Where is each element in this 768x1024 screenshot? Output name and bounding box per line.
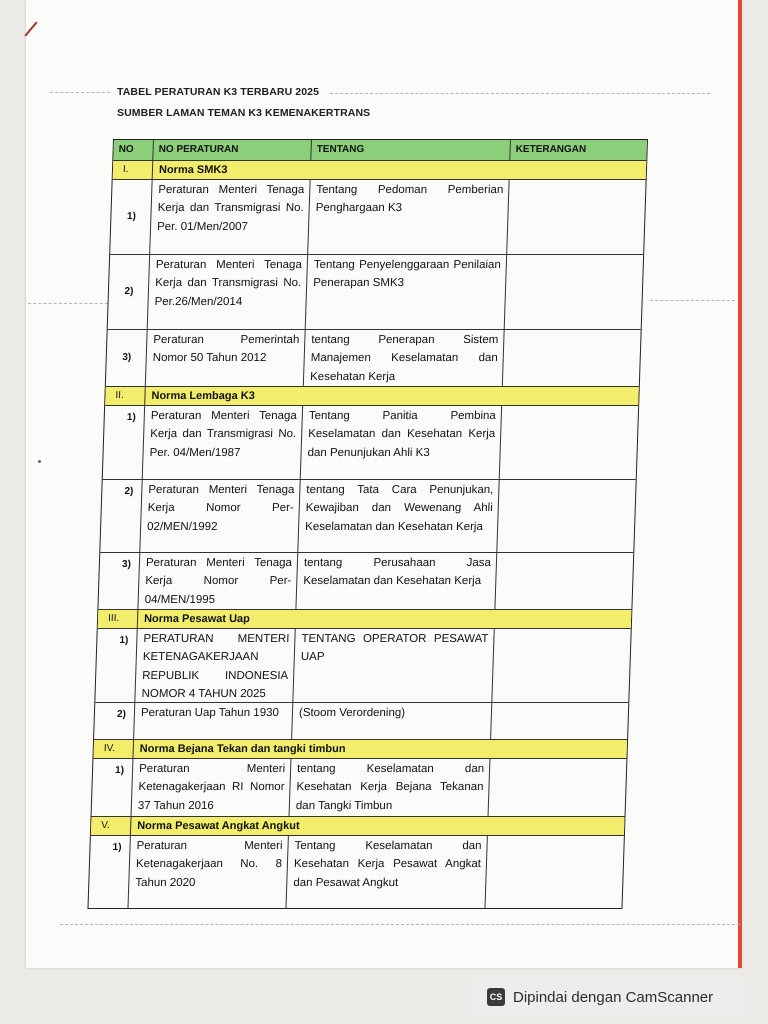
section-row [113,161,647,180]
section-row [91,817,625,836]
row-number: 2) [108,255,150,329]
row-number: 2) [94,703,135,739]
table-row [100,480,635,553]
camscanner-icon: CS [487,988,505,1006]
table-header-row [113,140,647,161]
about-cell: TENTANG OPERATOR PESAWAT UAP [293,629,494,702]
table-row [108,255,643,330]
about-cell: Tentang Pedoman Pemberian Penghargaan K3 [308,180,509,254]
note-cell [492,629,630,702]
about-cell: tentang Tata Cara Penunjukan, Kewajiban dan Wewenang Ahli Keselamatan dan Kesehatan Kerja [298,480,499,552]
section-name: Norma Bejana Tekan dan tangki timbun [139,743,346,755]
about-cell: tentang Penerapan Sistem Manajemen Keselamatan dan Kesehatan Kerja [304,330,505,386]
note-cell [507,180,645,254]
row-number: 2) [100,480,142,552]
speck [38,460,41,463]
about-cell: Tentang Panitia Pembina Keselamatan dan Kesehatan Kerja dan Penunjukan Ahli K3 [301,406,502,479]
about-cell: Tentang Penyelenggaraan Penilaian Penerapan SMK3 [306,255,507,329]
regulation-cell: Peraturan Menteri Tenaga Kerja dan Transmigrasi No. Per.26/Men/2014 [148,255,308,329]
regulation-cell: Peraturan Menteri Tenaga Kerja Nomor Per-04/MEN/1995 [138,553,298,609]
table-row [106,330,641,387]
section-name: Norma Pesawat Uap [143,613,251,625]
regulation-cell: Peraturan Pemerintah Nomor 50 Tahun 2012 [146,330,306,386]
row-number: 3) [98,553,140,609]
document-title: TABEL PERATURAN K3 TERBARU 2025 [117,86,320,98]
row-number: 1) [110,180,152,254]
about-cell: Tentang Keselamatan dan Kesehatan Kerja Pesawat Angkat dan Pesawat Angkut [286,836,487,908]
row-number: 3) [106,330,148,386]
row-number: 1) [103,406,145,479]
row-number: 1) [88,836,130,908]
header-no: NO [113,140,154,160]
note-cell [505,255,643,329]
section-row [105,387,639,406]
scan-background [742,0,768,968]
dashed-line [650,300,735,301]
table-row [98,553,633,610]
header-about: TENTANG [311,140,511,160]
note-cell [500,406,638,479]
camscanner-label: Dipindai dengan CamScanner [513,988,714,1006]
row-number: 1) [95,629,137,702]
header-regulation: NO PERATURAN [153,140,312,160]
section-number: I. [113,161,154,179]
about-cell: tentang Perusahaan Jasa Keselamatan dan Kesehatan Kerja [296,553,497,609]
regulation-cell: Peraturan Menteri Tenaga Kerja dan Transmigrasi No. Per. 04/Men/1987 [143,406,303,479]
note-cell [497,480,635,552]
section-number: IV. [93,740,134,758]
regulation-cell: Peraturan Menteri Ketenagakerjaan RI Nomor 37 Tahun 2016 [132,759,292,816]
section-row [93,740,627,759]
regulation-cell: Peraturan Menteri Tenaga Kerja Nomor Per-02/MEN/1992 [140,480,300,552]
section-row [98,610,632,629]
regulation-table [87,139,648,909]
table-row [95,629,630,703]
table-row [94,703,628,740]
section-name: Norma SMK3 [158,164,228,176]
dashed-line [330,93,710,94]
about-cell: tentang Keselamatan dan Kesehatan Kerja Bejana Tekanan dan Tangki Timbun [290,759,491,816]
row-number: 1) [92,759,134,816]
section-number: V. [91,817,132,835]
camscanner-badge[interactable] [473,978,745,1016]
document-subtitle: SUMBER LAMAN TEMAN K3 KEMENAKERTRANS [117,107,371,119]
section-number: II. [105,387,146,405]
section-number: III. [98,610,139,628]
note-cell [489,759,627,816]
regulation-cell: Peraturan Uap Tahun 1930 [134,703,293,739]
table-row [92,759,627,817]
dashed-line [50,92,110,93]
dashed-line [60,924,740,925]
note-cell [495,553,633,609]
note-cell [503,330,641,386]
section-name: Norma Pesawat Angkat Angkut [137,820,300,832]
regulation-cell: Peraturan Menteri Ketenagakerjaan No. 8 Tahun 2020 [128,836,288,908]
regulation-cell: PERATURAN MENTERI KETENAGAKERJAAN REPUBLIK INDONESIA NOMOR 4 TAHUN 2025 [135,629,295,702]
note-cell [491,703,628,739]
regulation-cell: Peraturan Menteri Tenaga Kerja dan Transmigrasi No. Per. 01/Men/2007 [150,180,310,254]
note-cell [485,836,623,908]
table-row [103,406,638,480]
dashed-line [28,303,108,304]
table-row [110,180,645,255]
header-note: KETERANGAN [515,144,587,155]
table-row [88,836,623,908]
about-cell: (Stoom Verordening) [292,703,492,739]
section-name: Norma Lembaga K3 [151,390,255,402]
